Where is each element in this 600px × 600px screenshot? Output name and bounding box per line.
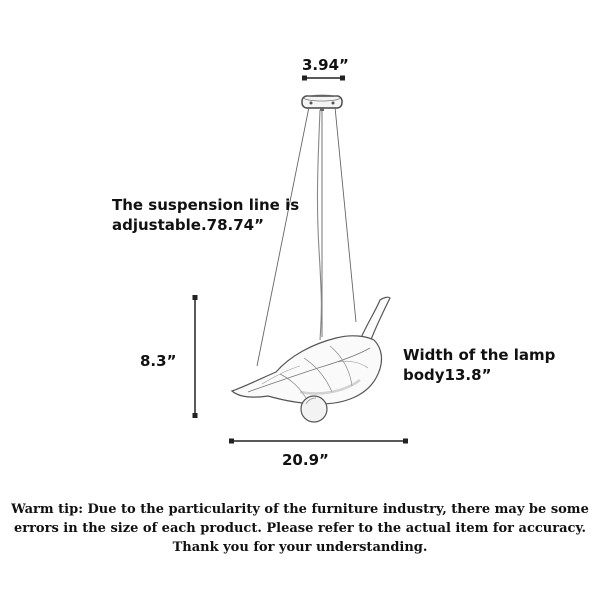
suspension-line-label-line-2: adjustable.78.74” bbox=[112, 216, 264, 234]
overall-width-label: 20.9” bbox=[282, 451, 329, 469]
suspension-line-label bbox=[112, 195, 299, 235]
lamp-body-width-label-line-2: body13.8” bbox=[403, 366, 492, 384]
canopy-width-label: 3.94” bbox=[302, 56, 349, 74]
lamp-body-width-label bbox=[403, 345, 555, 385]
canopy-width-dimension-line bbox=[302, 76, 345, 81]
warm-tip-note: Warm tip: Due to the particularity of the furniture industry, there may be some errors in the size of each product. Please refer to the actual item for accuracy. Thank you for your understanding. bbox=[11, 502, 589, 555]
leaf-lamp-body bbox=[232, 297, 390, 404]
lamp-body-width-label-line-1: Width of the lamp bbox=[403, 346, 556, 364]
lamp-height-label: 8.3” bbox=[140, 352, 177, 370]
bulb-globe bbox=[301, 396, 327, 422]
height-dimension-line bbox=[193, 295, 198, 418]
suspension-wires bbox=[257, 107, 356, 366]
overall-width-dimension-line bbox=[229, 439, 408, 444]
suspension-line-label-line-1: The suspension line is bbox=[112, 196, 300, 214]
